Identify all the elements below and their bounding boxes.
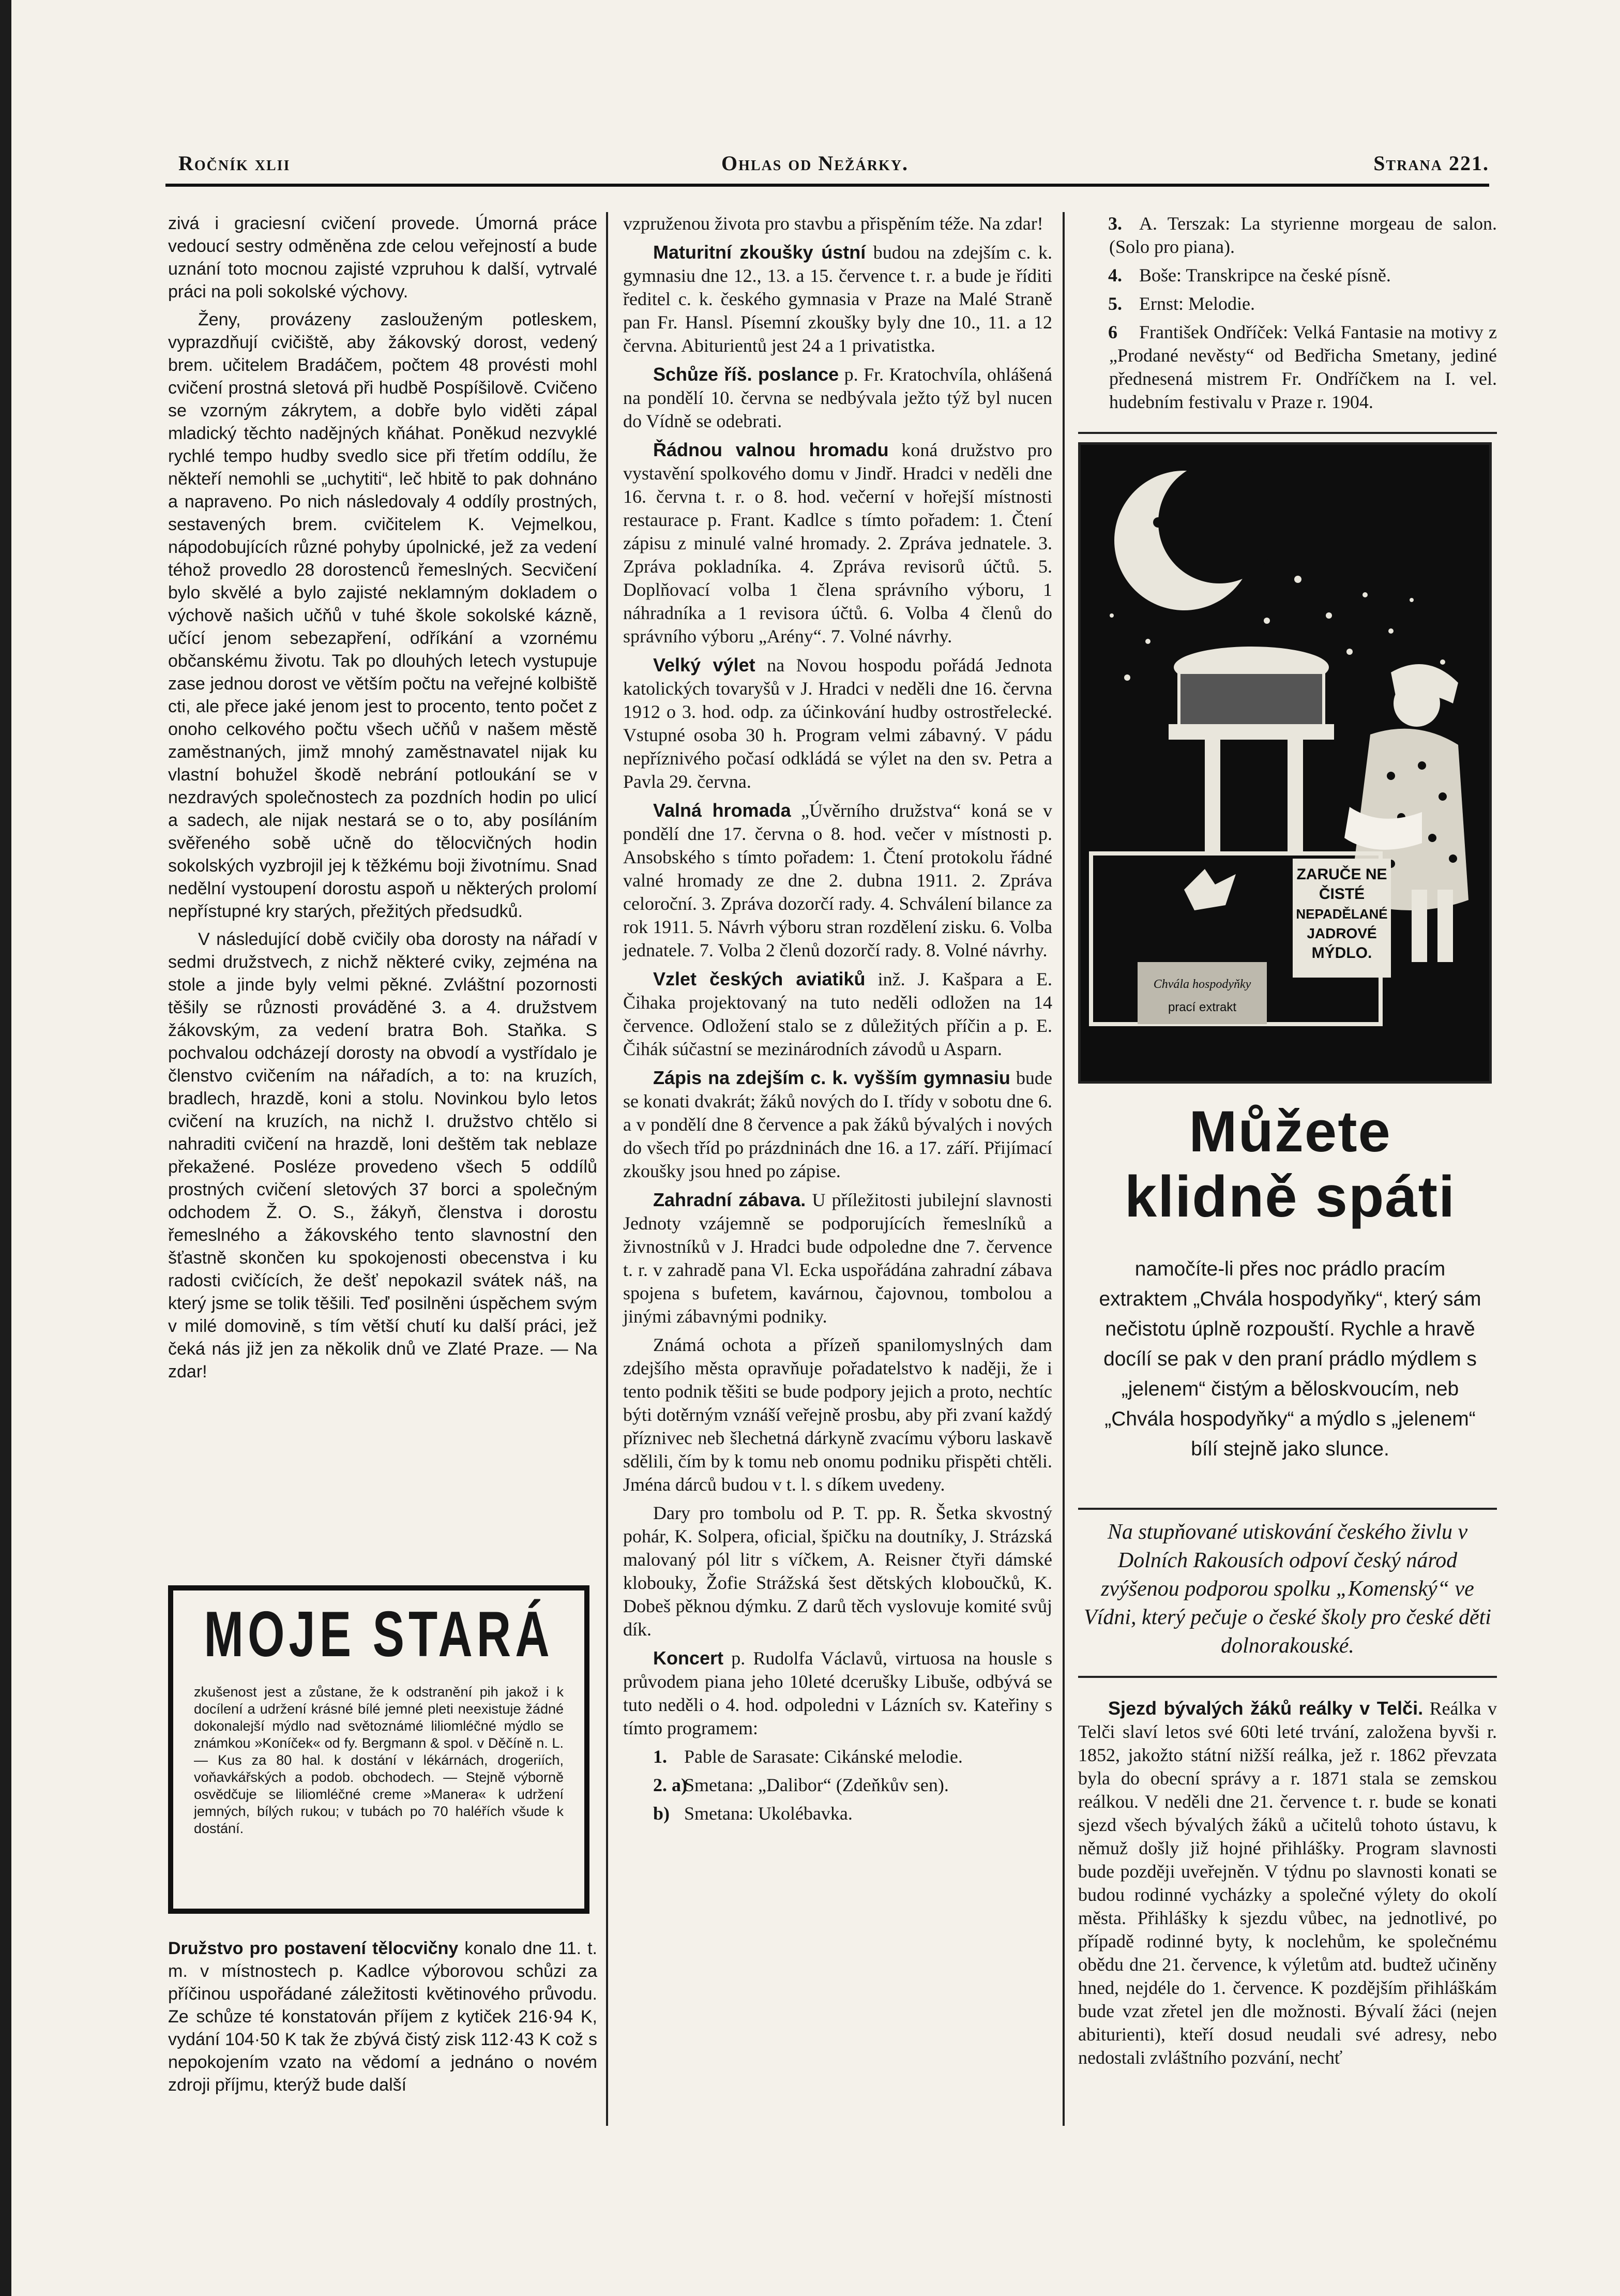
box-line-5: MÝDLO.: [1311, 944, 1372, 962]
page-number: Strana 221.: [1373, 152, 1489, 175]
article-zabava-p3: Dary pro tombolu od P. T. pp. R. Šetka skvostný pohár, K. Solpera, oficial, špičku na doutníky, J. Strázská malovaný pól litr s víčkem, A. Reisner čtyři dámské klobouky, Žofie Strážská šest dětských kloboučků, K. Dobeš pěknou dýmku. Z darů těch vyslovuje komité svůj dík.: [623, 1503, 1052, 1640]
article-uverni-text: „Úvěrního družstva“ koná se v pondělí dne 17. června o 8. hod. večer v místnosti p. Ansobského s tímto pořadem: 1. Čtení protokolu řádné valné hromady ze dne 2. dubna 1911. 2. Zpráva celoroční. 3. Zpráva dozorčí rady. 4. Schválení bilance za rok 1911. 5. Návrh výboru stran rozdělení zisku. 6. Volba jednatele. 7. Volba 2 členů dozorčí rady. 8. Volné návrhy.: [623, 800, 1052, 961]
program-item-7: [1078, 321, 1497, 414]
box-line-1: ZARUČE NE: [1296, 866, 1387, 883]
column-2-cont: vzpruženou života pro stavbu a přispěním téže. Na zdar!: [623, 213, 1043, 234]
header-rule: [165, 184, 1489, 187]
package-label-1: Chvála hospodyňky: [1153, 978, 1251, 991]
program-item-2: [623, 1774, 1052, 1797]
program-text-4: A. Terszak: La styrienne morgeau de salon. (Solo pro piana).: [1109, 213, 1497, 257]
article-telocvicna-text: konalo dne 11. t. m. v místnostech p. Kadlce výborovou schůzi za příčinou uspořádané záležitosti květinového průvodu. Ze schůze té konstatován příjem z kytiček 216·94 K, vydání 104·50 K tak že zbývá čistý zisk 112·43 K což s nepokojením vzato na vědomí a jednáno o novém zdroji příjmu, kterýž bude další: [168, 1939, 597, 2095]
article-telocvicna: [168, 1937, 597, 2102]
ad-headline-2: klidně spáti: [1124, 1164, 1456, 1229]
program-item-1: [623, 1745, 1052, 1768]
box-line-2: ČISTÉ: [1319, 886, 1365, 903]
box-line-4: JADROVÉ: [1307, 925, 1377, 941]
article-sokol-p3: V následující době cvičily oba dorosty na nářadí v sedmi družstvech, z nichž některé cviky, zejména na stole a jinde byly velmi pěkné. Zvláštní pozornosti těšily se různosti prováděné 3. a 4. družstvem žákovským, za vedení bratra Boh. Staňka. S pochvalou odcházejí dorosty na obvodí a vystřídalo je členstvo cvičením na nářadích, a to: na kruzích, bradlech, hrazdě, koni a stolu. Novinkou bylo letos cvičení na kruzích, na nichž I. družstvo chtělo si nahraditi cvičení na hrazdě, loni deštěm tak neblaze překažené. Posléze provedeno všech 5 oddílů prostných cvičení sletových 37 borci a společným odchodem Ž. O. S., žákyň, členstva i dorostu řemeslného a žákovského tento slavnostní den šťastně skončen ku spokojenosti obecenstva i ku radosti cvičících, že dešť nepokazil svátek náš, na který jsme se tolik těšili. Teď posilněni úspěchem svým v milé domovině, s tím větší chutí ku další práci, jež čeká nás již jen za několik dnů ve Zlaté Praze. — Na zdar!: [168, 929, 597, 1382]
article-sokol-p2: Ženy, provázeny zaslouženým potleskem, vyprazdňují cvičiště, aby žákovský dorost, vedený brem. učitelem Bradáčem, počtem 48 provésti mohl cvičení prostná sletová při hudbě Pospíšilově. Cvičeno se vzorným zákrytem, a dobře bylo viděti zápal mladický těchto nadějných kňáhat. Poněkud nezvyklé rychlé tempo hudby svedlo sice při třetím oddílu, že někteří nemohli se „uchytiti“, leč hbitě to pak dohnáno a napraveno. Po nich následovaly 4 oddíly prostných, sestavených brem. cvičitelem K. Vejmelkou, nápodobujících různé pohyby úpolnické, jež za vedení téhož provedlo 28 dorostenců řemeslných. Secvičení bylo skvělé a bylo zajisté neklamným dokladem o výchově našich učňů v tuhé škole sokolské kázně, učící jenom sebezapření, odříkání a vzornému občanskému životu. Tak po dlouhých letech vystupuje zase jednou dorost ve větším počtu na veřejné kolbiště cti, ale přece jaké jenom jest to procento, tento počet z onoho celkového počtu všech učňů v našem městě zaměstnaných, jimž mnohý zaměstnavatel nijak ku vlastní bohužel škodě nebrání potloukání se v nezdravých společnostech za pozdních hodin po ulicí a sadech, ale nijak nestará se o to, aby posíláním svěřeného sobě učně do tělocvičných hodin sokolských vyzbrojil jej k těžkému boji životnímu. Snad nedělní vystoupení dorostu aspoň u některých prolomí nepřístupné kry starých, přežitých předsudků.: [168, 310, 597, 921]
article-zabava-text: U příležitosti jubilejní slavnosti Jednoty vzájemně se podporujících řemeslníků a živnostníků v J. Hradci bude odpoledne dne 7. července t. r. v zahradě pana Vl. Ecka uspořádána zahradní zábava spojena s bufetem, kavárnou, čajovnou, tombolou a jinými zábavnými podniky.: [623, 1190, 1052, 1327]
article-maturita-text: budou na zdejším c. k. gymnasiu dne 12., 13. a 15. července t. r. a bude je říditi ředitel c. k. českého gymnasia v Praze na Malé Straně pan Fr. Hansl. Písemní zkoušky byly dne 10., 11. a 12 června. Abiturientů jest 24 a 1 privatistka.: [623, 242, 1053, 356]
article-telocvicna-head: Družstvo pro postavení tělocvičny: [168, 1939, 459, 1958]
article-schuze-text: p. Fr. Kratochvíla, ohlášená na pondělí 10. června se nedbývala ježto týž byl nucen do Vídně se odebrati.: [623, 364, 1052, 431]
article-koncert-text: p. Rudolfa Václavů, virtuosa na housle s průvodem piana jeho 10leté dcerušky Libuše, odbývá se tuto neděli o 4. hod. odpoledni v Lázních sv. Kateřiny s tímto programem:: [623, 1648, 1052, 1738]
program-item-3: [623, 1802, 1052, 1825]
article-uverni-head: Valná hromada: [653, 800, 791, 821]
ad-klidne-spati: [1091, 1099, 1489, 1464]
program-num-3: b): [653, 1803, 670, 1824]
ad-moje-stara-title: MOJE STARÁ: [204, 1599, 554, 1670]
column-divider-2: [1063, 212, 1065, 2126]
article-zapis-head: Zápis na zdejším c. k. vyšším gymnasiu: [653, 1067, 1010, 1088]
ad-moje-stara: [168, 1585, 589, 1914]
program-text-6: Ernst: Melodie.: [1139, 293, 1255, 314]
article-maturita-head: Maturitní zkoušky ústní: [653, 242, 866, 263]
komensky-top-rule: [1078, 1508, 1497, 1510]
article-zabava-p2: Známá ochota a přízeň spanilomyslných dam zdejšího města opravňuje pořadatelstvo k naději, že i tento podnik těšiti se bude podpory jejich a proto, nechtíc býti dotěrným vznáší veřejně prosbu, aby při zvaní každý příznivec neb šlechetná dárkyně zvacímu výboru laskavě sdělili, čím by k tomu neb onomu podniku přispěti chtěli. Jména dárců budou v t. l. s díkem uvedeny.: [623, 1334, 1052, 1495]
program-text-5: Boše: Transkripce na české písně.: [1139, 265, 1391, 286]
program-item-4: [1078, 212, 1497, 259]
program-num-1: 1.: [653, 1746, 667, 1767]
program-text-1: Pable de Sarasate: Cikánské melodie.: [684, 1746, 963, 1767]
box-line-3: NEPADĚLANÉ: [1296, 906, 1388, 922]
article-vylet-text: na Novou hospodu pořádá Jednota katolických tovaryšů v J. Hradci v neděli dne 16. června 1912 o 3. hod. odp. za účinkování hudby ostrostřelecké. Vstupné osoba 30 h. Program velmi zábavný. V pádu nepříznivého počasí odkládá se výlet na den sv. Petra a Pavla 29. června.: [623, 655, 1052, 792]
article-koncert-head: Koncert: [653, 1647, 724, 1669]
article-hromada-text: koná družstvo pro vystavění spolkového domu v Jindř. Hradci v neděli dne 16. června t. r. o 8. hod. večerní v hořejší místnosti restaurace p. Frant. Kadlce s tímto pořadem: 1. Čtení zápisu z minulé valné hromady. 2. Zpráva jednatele. 3. Zpráva pokladníka. 4. Zpráva revisorů účtů. 5. Doplňovací volba 1 člena správního výboru, 1 náhradníka a 1 revisora účtů. 6. Volba 4 členů do správního výboru „Arény“. 7. Volné návrhy.: [623, 440, 1052, 647]
article-vylet-head: Velký výlet: [653, 654, 755, 676]
program-text-2: Smetana: „Dalibor“ (Zdeňkův sen).: [684, 1775, 949, 1795]
article-sokol-cont: zivá i graciesní cvičení provede. Úmorná práce vedoucí sestry odměněna zde celou veřejností a bude uznání toto mocnou zajisté vzpruhou k další, vytrvalé práci na poli sokolské výchovy.: [168, 214, 597, 302]
page-header: [178, 151, 1489, 183]
ad-body: namočíte-li přes noc prádlo pracím extraktem „Chvála hospodyňky“, který sám nečistotu úplně rozpouští. Rychle a hravě docílí se pak v den praní prádlo mýdlem s „jelenem“ čistým a běloskvoucím, neb „Chvála hospodyňky“ a mýdlo s „jelenem“ bílí stejně jako slunce.: [1099, 1258, 1481, 1460]
article-zapis-text: bude se konati dvakrát; žáků nových do I. třídy v sobotu dne 6. a v pondělí dne 8 července a pak žáků bývalých i nových do všech tříd po prázdninách dne 16. a 17. září. Přijímací zkoušky jsou hned po zápise.: [623, 1068, 1052, 1181]
volume-label: Ročník xlii: [178, 152, 291, 175]
column-3: [1078, 212, 1497, 419]
article-zabava-head: Zahradní zábava.: [653, 1189, 806, 1210]
komensky-bottom-rule: [1078, 1676, 1497, 1678]
article-sjezd: [1078, 1697, 1497, 2069]
program-text-7: František Ondříček: Velká Fantasie na motivy z „Prodané nevěsty“ od Bedřicha Smetany, jediné přednesená mistrem Fr. Ondříčkem na I. vel. hudebním festivalu v Praze r. 1904.: [1109, 322, 1497, 412]
program-num-7: 6: [1108, 322, 1117, 342]
column-divider-1: [606, 212, 608, 2126]
program-item-6: [1078, 292, 1497, 316]
article-hromada-head: Řádnou valnou hromadu: [653, 439, 889, 460]
article-sjezd-head: Sjezd bývalých žáků reálky v Telči.: [1108, 1698, 1424, 1719]
program-num-5: 4.: [1108, 265, 1122, 286]
komensky-notice: Na stupňované utiskování českého živlu v Dolních Rakousích odpoví český národ zvýšenou podporou spolku „Komenský“ ve Vídni, který pečuje o české školy pro české děti dolnorakouské.: [1084, 1520, 1491, 1658]
page-edge: [0, 0, 11, 2296]
article-schuze-head: Schůze říš. poslance: [653, 364, 839, 385]
ad-headline-1: Můžete: [1189, 1099, 1391, 1164]
program-num-4: 3.: [1108, 213, 1122, 234]
article-aviatik-text: inž. J. Kašpara a E. Čihaka projektovaný na tuto neděli odložen na 14 července. Odložení stalo se z důležitých příčin a p. E. Čihák súčastní se mezinárodních závodů u Asparn.: [623, 969, 1053, 1059]
article-sjezd-text: Reálka v Telči slaví letos své 60ti leté trvání, založena byvši r. 1852, jakožto státní nižší reálka, jež r. 1862 převzata byla do obecní správy a r. 1871 stala se zemskou reálkou. V neděli dne 21. července t. r. bude se konati sjezd všech bývalých žáků a učitelů tohoto ústavu, k němuž došly již hojné přihlášky. Program slavnosti bude později uveřejněn. V týdnu po slavnosti konati se budou rodinné vycházky a společné výlety do okolí města. Přihlášky k sjezdu vůbec, na jednotlivé, po případě rodinné byty, k noclehům, ke společnému obědu dne 21. července, k výletům atd. budtež učiněny hned, nejdéle do 1. července. K pozdějším přihláškám bude vzat zřetel jen dle možnosti. Bývalí žáci (nejen abiturienti), kteří dosud neudali své adresy, nebo nedostali zvláštního pozvání, nechť: [1078, 1698, 1497, 2068]
illustration-svg: [1081, 445, 1489, 1081]
ad-illustration: [1078, 442, 1492, 1084]
program-num-2: 2. a): [653, 1775, 687, 1795]
package-label-2: prací extrakt: [1168, 1000, 1237, 1014]
ad-moje-stara-text: zkušenost jest a zůstane, že k odstranění pih jakož i k docílení a udržení krásné bílé jemné pleti neexistuje žádné dokonalejší mýdlo nad světoznámé liliomléčné mýdlo se známkou »Koníček« od fy. Bergmann & spol. v Děčíně n. L. — Kus za 80 hal. k dostání v lékárnách, drogeriích, voňavkářských a podob. obchodech. — Stejně výborně osvědčuje se liliomléčné creme »Manera« k udržení jemných, bílých rukou; v tubách po 70 haléřích všude k dostání.: [194, 1684, 564, 1836]
article-aviatik-head: Vzlet českých aviatiků: [653, 968, 866, 989]
program-item-5: [1078, 264, 1497, 287]
program-text-3: Smetana: Ukolébavka.: [684, 1803, 853, 1824]
column-2: [623, 212, 1052, 1830]
newspaper-title: Ohlas od Nežárky.: [721, 152, 909, 175]
program-num-6: 5.: [1108, 293, 1122, 314]
ad-top-rule: [1078, 432, 1497, 434]
column-1: [168, 212, 597, 1388]
